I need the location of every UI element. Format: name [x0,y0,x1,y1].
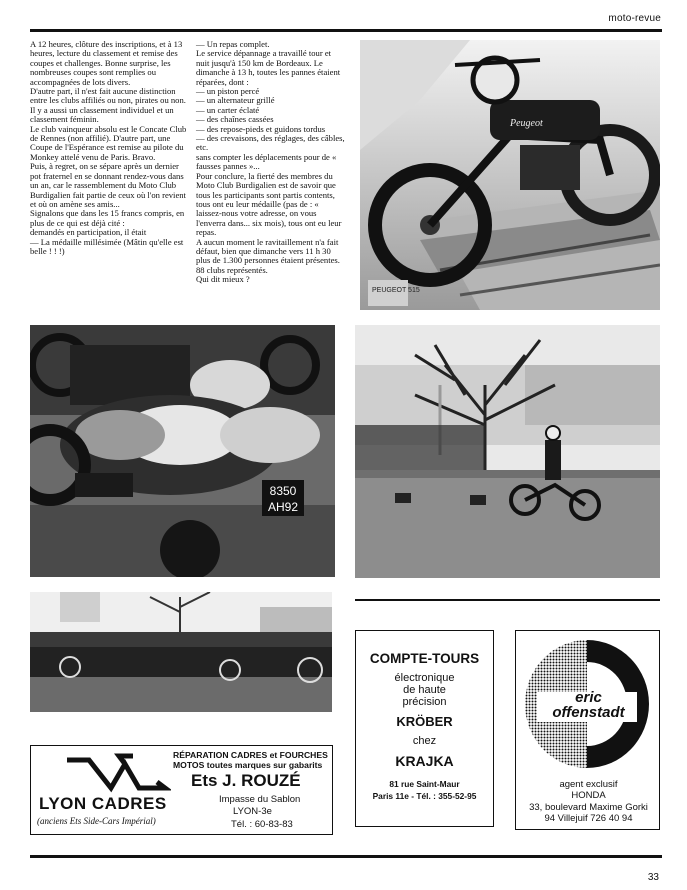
article-column-2 [196,40,346,285]
paragraph: demandés en participation, il était [30,227,147,238]
paragraph: Puis, à regret, on se sépare après un dernier pot fraternel en se donnant rendez-vous dans un an, car le rassemblement du Moto Club Burdigalien fait partie de ceux où l'on revient et où on amène ses amis... [30,161,186,209]
paragraph: A aucun moment le ravitaillement n'a fait défaut, bien que dimanche vers 11 h 30 plus de 1.300 personnes étaient présentes. 88 clubs représentés. [196,236,340,275]
moto-plate-label: PEUGEOT 515 [372,287,420,294]
ad-text-line: 94 Villejuif 726 40 94 [544,813,633,824]
paragraph: Le service dépannage a travaillé tour et nuit jusqu'à 150 km de Bordeaux. Le dimanche à 13 h, toutes les pannes étaient réparées, dont : [196,48,341,87]
logo-text-offenstadt: offenstadt [552,704,625,721]
paragraph: D'autre part, il n'est fait aucune distinction entre les clubs affiliés ou non, pirates ou non. Il y a aussi un classement individuel et un classement féminin. [30,86,186,125]
photo-trial-rider [355,325,660,578]
list-item: — un carter éclaté [196,104,260,115]
footer-rule [30,855,662,858]
photo-sidecar [30,325,335,577]
ad-text-line: 33, boulevard Maxime Gorki [529,802,648,813]
ad-former-name: (anciens Ets Side-Cars Impérial) [37,816,156,826]
paragraph: Signalons que dans les 15 francs compris, en plus de ce qui est déjà cité : [30,208,185,228]
moto-brand-label: Peugeot [510,118,543,129]
ad-text-line: de haute [403,684,446,696]
ad-city-phone: Paris 11e - Tél. : 355-52-95 [372,791,477,801]
list-item: — un piston percé [196,86,260,97]
photo-crowd [30,592,332,712]
divider-rule [355,599,660,601]
ad-brand: KRÖBER [396,714,453,729]
paragraph: Pour conclure, la fierté des membres du Moto Club Burdigalien est de savoir que tous les participants sont partis contents, tous ont eu leur médaille (pas de : « laissez-nous votre adresse, on vous l'enverra dans... six mois), tous ont eu leur repas. [196,170,342,238]
ad-company: Ets J. ROUZÉ [191,771,301,790]
list-item: — des repose-pieds et guidons tordus [196,123,326,134]
paragraph: — Un repas complet. [196,39,270,49]
ad-address-2: LYON-3e [233,806,272,817]
page-number: 33 [647,872,659,883]
magazine-name: moto-revue [608,13,661,24]
logo-text-eric: eric [575,689,602,706]
list-item: — un alternateur grillé [196,95,275,106]
ad-eric-offenstadt [515,630,660,830]
list-item: — des crevaisons, des réglages, des câbles, etc. [196,133,345,153]
paragraph: sans compter les déplacements pour de « fausses pannes »... [196,151,337,172]
ad-title: COMPTE-TOURS [369,651,480,666]
ad-line-2: MOTOS toutes marques sur gabarits [173,760,323,770]
paragraph: — La médaille millésimée (Mâtin qu'elle est belle ! ! !) [30,236,184,256]
sidecar-plate-bottom: AH92 [267,500,299,514]
header-rule [30,29,662,32]
ad-dealer: KRAJKA [395,753,454,769]
paragraph: Le club vainqueur absolu est le Concate Club de Rennes (non affilié). D'autre part, une Coupe de l'Espérance est remise au pilote du Monkey attelé venu de Paris. Bravo. [30,123,187,162]
photo-peugeot-motorcycle [360,40,660,310]
article-column-1 [30,40,188,256]
ad-lyon-cadres [30,745,333,835]
ad-text-line: HONDA [571,790,606,801]
ad-address: 81 rue Saint-Maur [389,779,460,789]
ad-brand: LYON CADRES [39,794,167,813]
paragraph: A 12 heures, clôture des inscriptions, et à 13 heures, lecture du classement et remise des coupes et challenges. Bonne surprise, les nombreuses coupes sont remplies ou accompagnées de lots divers. [30,39,183,87]
ad-text-line: précision [402,696,447,708]
ad-text-line: électronique [394,672,455,684]
list-item: — des chaînes cassées [196,114,274,125]
ad-text-line: chez [412,735,437,747]
ad-phone: Tél. : 60-83-83 [231,819,293,830]
ad-address-1: Impasse du Sablon [219,794,301,805]
ad-line-1: RÉPARATION CADRES et FOURCHES [173,750,328,760]
sidecar-plate-top: 8350 [269,484,297,498]
lyon-cadres-logo [61,752,171,794]
paragraph: Qui dit mieux ? [196,274,250,285]
ad-compte-tours [355,630,494,827]
ad-text-line: agent exclusif [559,779,618,790]
